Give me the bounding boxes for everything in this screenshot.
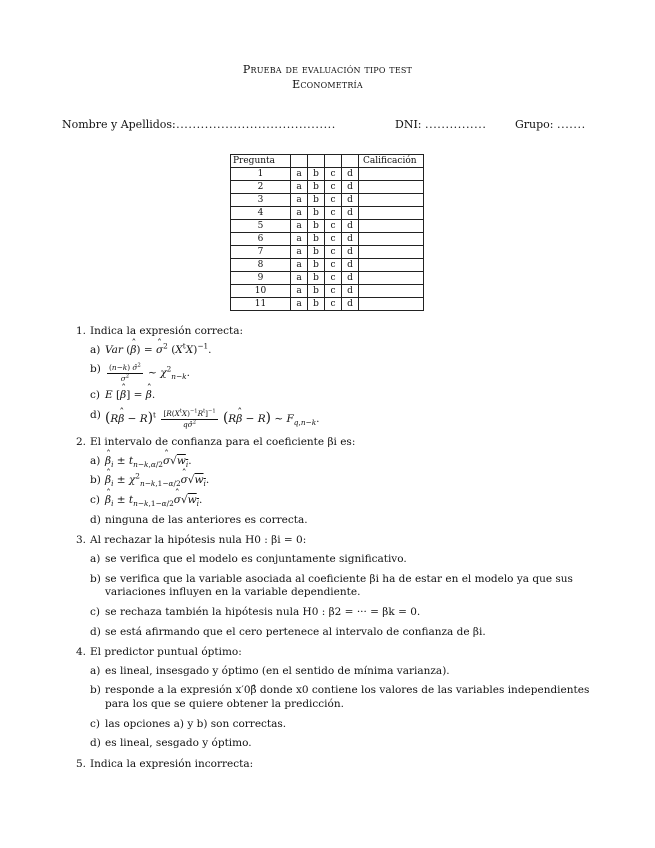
answer-row-number: 6 [231,233,291,246]
answer-cell-b[interactable]: b [308,233,325,246]
answer-cell-d[interactable]: d [342,207,359,220]
option-2d[interactable]: d) ninguna de las anteriores es correcta. [90,513,308,526]
answer-row-number: 8 [231,259,291,272]
option-1c[interactable]: c) E [ˆ β] = ˆ β. [90,389,606,403]
score-cell [359,285,424,298]
option-3b[interactable]: b) se verifica que la variable asociada al coeficiente βi ha de estar en el modelo ya que sus variaciones influyen en la variable dependiente. [90,572,573,599]
answer-cell-b[interactable]: b [308,259,325,272]
answer-row [231,168,424,181]
score-cell [359,259,424,272]
answer-cell-b[interactable]: b [308,220,325,233]
answer-row [231,194,424,207]
answer-cell-a[interactable]: a [291,194,308,207]
answer-cell-b[interactable]: b [308,207,325,220]
answer-cell-d[interactable]: d [342,233,359,246]
answer-row-number: 5 [231,220,291,233]
option-3c[interactable]: c) se rechaza también la hipótesis nula H0 : β2 = ··· = βk = 0. [90,605,421,618]
answer-row [231,298,424,311]
option-4b[interactable]: b) responde a la expresión x′0β̂ donde x0 contiene los valores de las variables independientes para los que se quiere obtener la predicción. [90,684,590,711]
group-label: Grupo: [515,118,554,131]
answer-row [231,207,424,220]
exam-title: Prueba de evaluación tipo test [242,63,413,76]
question-1-stem: Indica la expresión correcta: [90,325,244,337]
answer-cell-a[interactable]: a [291,207,308,220]
answer-cell-a[interactable]: a [291,233,308,246]
score-cell [359,168,424,181]
answer-cell-c[interactable]: c [325,259,342,272]
answer-row-number: 11 [231,298,291,311]
option-2a[interactable]: a) ˆ $\beta_i$ ± $t_{n-k,\alpha/2}ˆ$ $\sigma√w_i$. [90,455,606,469]
answer-cell-b[interactable]: b [308,181,325,194]
answer-row [231,181,424,194]
answer-grid [230,154,424,311]
dni-label: DNI: [395,118,422,131]
dni-field[interactable]: ............... [425,118,487,131]
answer-cell-b[interactable]: b [308,285,325,298]
answer-cell-d[interactable]: d [342,285,359,298]
answer-cell-c[interactable]: c [325,207,342,220]
answer-row [231,233,424,246]
answer-row-number: 7 [231,246,291,259]
answer-cell-b[interactable]: b [308,272,325,285]
answer-cell-a[interactable]: a [291,220,308,233]
answer-cell-c[interactable]: c [325,272,342,285]
question-4: 4. El predictor puntual óptimo: a) es lineal, insesgado y óptimo (en el sentido de mínima varianza). b) responde a la expresión x′0β̂ donde x0 contiene los valores de las variables independientes para los que se quiere obtener la predicción. c) las opciones a) y b) son correctas. d) es lineal, sesgado y óptimo. [76,646,606,751]
score-cell [359,272,424,285]
name-field[interactable]: ........................................ [172,118,336,131]
option-2b[interactable]: b) ˆ $\beta_i$ ± $\chi^2_{n-k,1-\alpha/2}ˆ$ $\sigma√w_i$. [90,474,606,488]
score-cell [359,220,424,233]
option-4d[interactable]: d) es lineal, sesgado y óptimo. [90,737,252,750]
answer-row [231,272,424,285]
answer-cell-d[interactable]: d [342,272,359,285]
question-5-stem: Indica la expresión incorrecta: [90,758,254,770]
score-cell [359,181,424,194]
answer-cell-d[interactable]: d [342,194,359,207]
question-list [76,325,606,779]
question-4-stem: El predictor puntual óptimo: [90,646,242,659]
answer-cell-a[interactable]: a [291,285,308,298]
score-cell [359,194,424,207]
score-cell [359,298,424,311]
option-3a[interactable]: a) se verifica que el modelo es conjuntamente significativo. [90,552,407,565]
answer-cell-c[interactable]: c [325,168,342,181]
option-2c[interactable]: c) ˆ $\beta_i$ ± $t_{n-k,1-\alpha/2}ˆ$ $\sigma√w_i$. [90,494,606,508]
answer-cell-b[interactable]: b [308,194,325,207]
answer-cell-d[interactable]: d [342,259,359,272]
answer-cell-c[interactable]: c [325,220,342,233]
answer-row [231,246,424,259]
answer-row [231,259,424,272]
answer-cell-b[interactable]: b [308,168,325,181]
question-1: 1. Indica la expresión correcta: a) Var (ˆ β) = ˆ $\sigma^2$ $(X^tX)^{-1}$. b) $\frac{(n-k) \sigmâ^2}{\sigma^2}$ ∼ $\chi^2_{n-k}$. c) E [ˆ β] = ˆ β. d) (Rˆ β − R)$^t$ $\frac{[R(X^tX)^{-1}R^t]^{-1}}{q\sigmâ^2}$ (Rˆ β − R) ∼ $F_{q,n-k}$. [76,325,606,429]
answer-cell-a[interactable]: a [291,246,308,259]
answer-row [231,285,424,298]
answer-cell-a[interactable]: a [291,181,308,194]
answer-row [231,220,424,233]
answer-cell-d[interactable]: d [342,298,359,311]
question-3: 3. Al rechazar la hipótesis nula H0 : βi = 0: a) se verifica que el modelo es conjuntamente significativo. b) se verifica que la variable asociada al coeficiente βi ha de estar en el modelo ya que sus variaciones influyen en la variable dependiente. c) se rechaza también la hipótesis nula H0 : β2 = ··· = βk = 0. d) se está afirmando que el cero pertenece al intervalo de confianza de βi. [76,534,606,639]
answer-cell-c[interactable]: c [325,285,342,298]
question-3-stem: Al rechazar la hipótesis nula H0 : βi = 0: [90,534,307,547]
option-1b[interactable]: b) $\frac{(n-k) \sigmâ^2}{\sigma^2}$ ∼ $\chi^2_{n-k}$. [90,362,190,383]
answer-cell-c[interactable]: c [325,233,342,246]
answer-cell-a[interactable]: a [291,259,308,272]
answer-cell-b[interactable]: b [308,298,325,311]
answer-cell-d[interactable]: d [342,220,359,233]
answer-cell-d[interactable]: d [342,181,359,194]
answer-cell-a[interactable]: a [291,168,308,181]
answer-cell-d[interactable]: d [342,168,359,181]
answer-row-number: 4 [231,207,291,220]
score-cell [359,246,424,259]
exam-subject: Econometría [292,78,363,91]
answer-row-number: 9 [231,272,291,285]
answer-cell-c[interactable]: c [325,298,342,311]
answer-cell-a[interactable]: a [291,298,308,311]
question-5: 5. Indica la expresión incorrecta: [76,758,254,770]
answer-cell-d[interactable]: d [342,246,359,259]
answer-row-number: 2 [231,181,291,194]
answer-cell-c[interactable]: c [325,181,342,194]
answer-cell-c[interactable]: c [325,194,342,207]
answer-grid-header-score: Calificación [359,155,424,168]
option-3d[interactable]: d) se está afirmando que el cero pertenece al intervalo de confianza de βi. [90,625,486,638]
question-2-stem: El intervalo de confianza para el coeficiente βi es: [90,436,356,449]
group-field[interactable]: ....... [557,118,586,131]
option-4c[interactable]: c) las opciones a) y b) son correctas. [90,717,287,730]
name-label: Nombre y Apellidos: [62,118,176,131]
option-1d[interactable]: d) (Rˆ β − R)$^t$ $\frac{[R(X^tX)^{-1}R^t]^{-1}}{q\sigmâ^2}$ (Rˆ β − R) ∼ $F_{q,n-k}$. [90,409,606,429]
answer-grid-header-question: Pregunta [231,155,291,168]
answer-row-number: 3 [231,194,291,207]
option-1a[interactable]: a) Var (ˆ β) = ˆ $\sigma^2$ $(X^tX)^{-1}$. [90,344,606,358]
answer-row-number: 10 [231,285,291,298]
answer-cell-a[interactable]: a [291,272,308,285]
answer-cell-c[interactable]: c [325,246,342,259]
answer-row-number: 1 [231,168,291,181]
option-4a[interactable]: a) es lineal, insesgado y óptimo (en el sentido de mínima varianza). [90,664,450,677]
score-cell [359,207,424,220]
answer-cell-b[interactable]: b [308,246,325,259]
question-2: 2. El intervalo de confianza para el coeficiente βi es: a) ˆ $\beta_i$ ± $t_{n-k,\alpha/2}ˆ$ $\sigma√w_i$. b) ˆ $\beta_i$ ± $\chi^2_{n-k,1-\alpha/2}ˆ$ $\sigma√w_i$. c) ˆ $\beta_i$ ± $t_{n-k,1-\alpha/2}ˆ$ $\sigma√w_i$. d) ninguna de las anteriores es correcta. [76,436,606,527]
score-cell [359,233,424,246]
